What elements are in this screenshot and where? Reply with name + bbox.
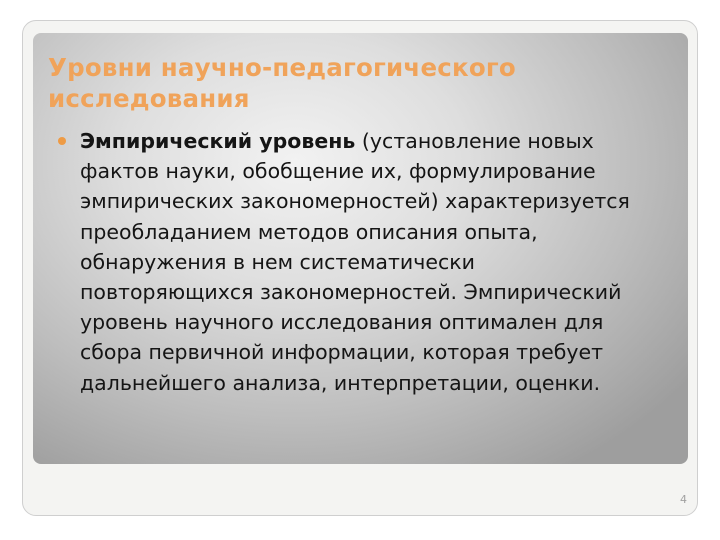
slide-title: Уровни научно-педагогического исследования <box>48 53 516 113</box>
bullet-body: (установление новых фактов науки, обобщение их, формулирование эмпирических закономерностей) характеризуется преобладанием методов описания опыта, обнаружения в нем систематически повторяющихся закономерностей. Эмпирический уровень научного исследования оптимален для сбора первичной информации, которая требует дальнейшего анализа, интерпретации, оценки. <box>80 129 630 395</box>
bullet-term: Эмпирический уровень <box>80 129 356 153</box>
bullet-item <box>58 126 658 398</box>
bullet-dot-icon <box>58 137 66 145</box>
bullet-text <box>80 126 640 398</box>
slide-number: 4 <box>680 493 687 506</box>
